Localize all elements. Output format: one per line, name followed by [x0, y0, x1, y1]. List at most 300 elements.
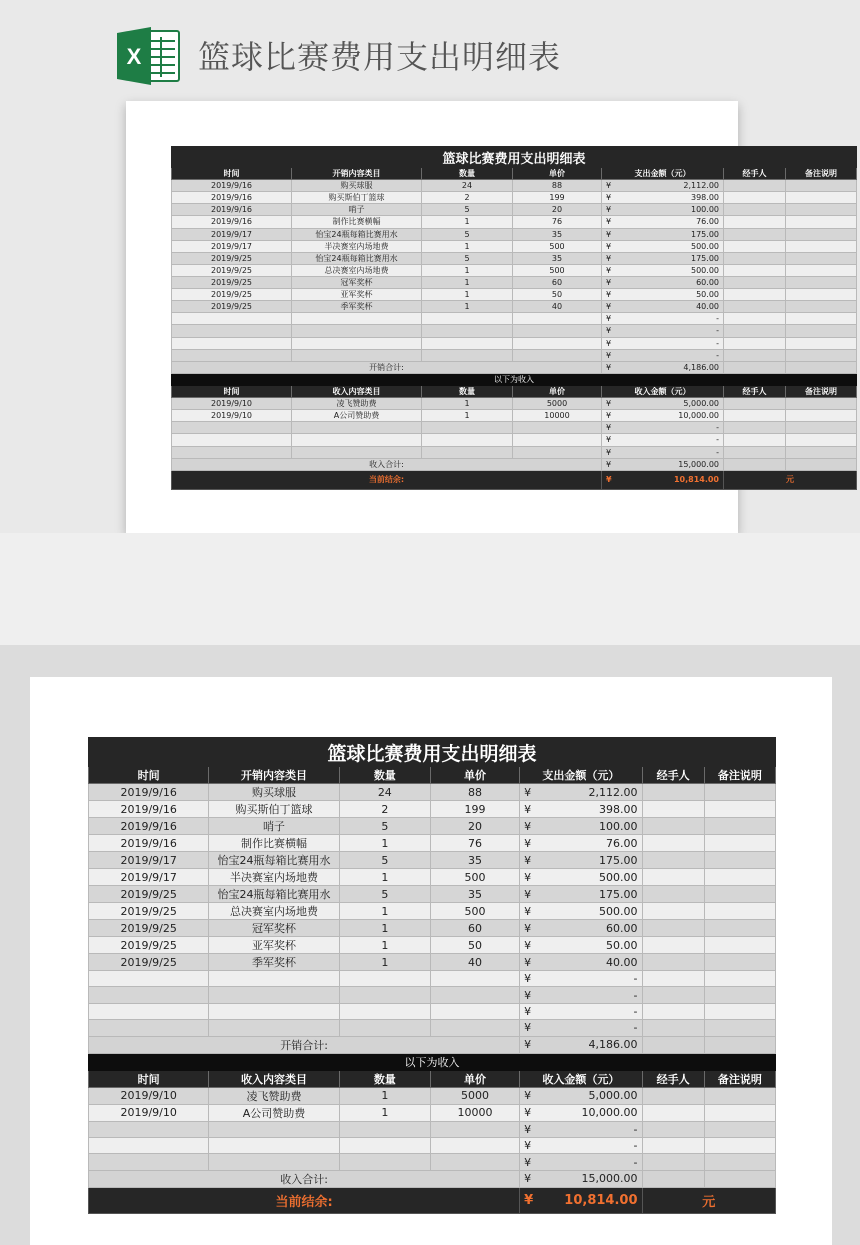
item-cell[interactable]: 亚军奖杯 — [292, 289, 422, 301]
item-cell[interactable] — [292, 349, 422, 361]
date-cell[interactable] — [172, 337, 292, 349]
column-header[interactable]: 经手人 — [642, 1070, 704, 1087]
amount-cell[interactable] — [602, 313, 724, 325]
date-cell[interactable]: 2019/9/16 — [89, 801, 209, 818]
income-section-label[interactable]: 以下为收入 — [89, 1053, 776, 1070]
date-cell[interactable]: 2019/9/25 — [172, 252, 292, 264]
quantity-cell[interactable]: 1 — [422, 398, 513, 410]
amount-cell[interactable] — [520, 852, 642, 869]
amount-cell[interactable] — [520, 1020, 642, 1036]
column-header[interactable]: 数量 — [339, 1070, 430, 1087]
handler-cell[interactable] — [724, 434, 786, 446]
unit-price-cell[interactable] — [513, 422, 602, 434]
quantity-cell[interactable] — [339, 1137, 430, 1153]
remark-cell[interactable] — [704, 954, 775, 971]
date-cell[interactable]: 2019/9/25 — [172, 276, 292, 288]
unit-price-cell[interactable] — [430, 1020, 519, 1036]
unit-price-cell[interactable]: 88 — [430, 784, 519, 801]
date-cell[interactable]: 2019/9/25 — [89, 920, 209, 937]
unit-price-cell[interactable] — [513, 337, 602, 349]
column-header[interactable]: 单价 — [513, 385, 602, 397]
quantity-cell[interactable]: 1 — [339, 835, 430, 852]
date-cell[interactable]: 2019/9/25 — [172, 264, 292, 276]
column-header[interactable]: 备注说明 — [704, 1070, 775, 1087]
quantity-cell[interactable]: 5 — [339, 852, 430, 869]
handler-cell[interactable] — [642, 1104, 704, 1121]
handler-cell[interactable] — [724, 192, 786, 204]
unit-price-cell[interactable]: 76 — [513, 216, 602, 228]
remark-cell[interactable] — [786, 180, 857, 192]
item-cell[interactable]: 冠军奖杯 — [292, 276, 422, 288]
handler-cell[interactable] — [642, 1170, 704, 1187]
handler-cell[interactable] — [724, 301, 786, 313]
item-cell[interactable]: 总决赛室内场地费 — [292, 264, 422, 276]
total-amount[interactable] — [602, 458, 724, 470]
amount-cell[interactable] — [520, 784, 642, 801]
unit-price-cell[interactable] — [430, 971, 519, 987]
unit-price-cell[interactable]: 76 — [430, 835, 519, 852]
column-header[interactable]: 备注说明 — [786, 385, 857, 397]
handler-cell[interactable] — [724, 361, 786, 373]
handler-cell[interactable] — [642, 1121, 704, 1137]
remark-cell[interactable] — [786, 192, 857, 204]
unit-price-cell[interactable]: 60 — [430, 920, 519, 937]
date-cell[interactable] — [172, 349, 292, 361]
amount-cell[interactable] — [520, 987, 642, 1003]
column-header[interactable]: 经手人 — [724, 385, 786, 397]
handler-cell[interactable] — [724, 337, 786, 349]
date-cell[interactable]: 2019/9/16 — [89, 818, 209, 835]
handler-cell[interactable] — [724, 264, 786, 276]
total-label[interactable]: 收入合计: — [172, 458, 602, 470]
date-cell[interactable]: 2019/9/25 — [172, 289, 292, 301]
date-cell[interactable]: 2019/9/25 — [89, 903, 209, 920]
column-header[interactable]: 时间 — [89, 1070, 209, 1087]
total-amount[interactable] — [520, 1170, 642, 1187]
remark-cell[interactable] — [786, 313, 857, 325]
column-header[interactable]: 收入金额（元） — [520, 1070, 642, 1087]
item-cell[interactable] — [292, 313, 422, 325]
unit-price-cell[interactable]: 88 — [513, 180, 602, 192]
remark-cell[interactable] — [786, 276, 857, 288]
quantity-cell[interactable] — [422, 325, 513, 337]
column-header[interactable]: 数量 — [339, 767, 430, 784]
date-cell[interactable] — [89, 1137, 209, 1153]
remark-cell[interactable] — [704, 1137, 775, 1153]
remark-cell[interactable] — [704, 1154, 775, 1170]
date-cell[interactable]: 2019/9/16 — [172, 180, 292, 192]
unit-price-cell[interactable] — [513, 349, 602, 361]
remark-cell[interactable] — [786, 216, 857, 228]
remark-cell[interactable] — [704, 852, 775, 869]
amount-cell[interactable] — [602, 289, 724, 301]
handler-cell[interactable] — [642, 971, 704, 987]
remark-cell[interactable] — [704, 869, 775, 886]
unit-price-cell[interactable]: 500 — [513, 240, 602, 252]
remark-cell[interactable] — [704, 1121, 775, 1137]
balance-unit[interactable]: 元 — [642, 1187, 776, 1213]
remark-cell[interactable] — [704, 801, 775, 818]
remark-cell[interactable] — [786, 398, 857, 410]
quantity-cell[interactable]: 1 — [422, 264, 513, 276]
column-header[interactable]: 经手人 — [724, 168, 786, 180]
item-cell[interactable] — [209, 1020, 339, 1036]
handler-cell[interactable] — [642, 852, 704, 869]
item-cell[interactable]: 怡宝24瓶每箱比赛用水 — [292, 228, 422, 240]
unit-price-cell[interactable]: 199 — [513, 192, 602, 204]
handler-cell[interactable] — [642, 886, 704, 903]
handler-cell[interactable] — [642, 920, 704, 937]
item-cell[interactable]: 冠军奖杯 — [209, 920, 339, 937]
quantity-cell[interactable]: 2 — [339, 801, 430, 818]
date-cell[interactable] — [89, 1003, 209, 1019]
handler-cell[interactable] — [642, 1003, 704, 1019]
column-header[interactable]: 单价 — [430, 767, 519, 784]
handler-cell[interactable] — [724, 180, 786, 192]
amount-cell[interactable] — [602, 422, 724, 434]
quantity-cell[interactable]: 1 — [339, 1087, 430, 1104]
date-cell[interactable]: 2019/9/16 — [89, 835, 209, 852]
remark-cell[interactable] — [786, 458, 857, 470]
quantity-cell[interactable] — [339, 1121, 430, 1137]
amount-cell[interactable] — [520, 869, 642, 886]
remark-cell[interactable] — [786, 349, 857, 361]
unit-price-cell[interactable]: 500 — [513, 264, 602, 276]
unit-price-cell[interactable]: 10000 — [513, 410, 602, 422]
date-cell[interactable] — [172, 422, 292, 434]
quantity-cell[interactable]: 1 — [339, 903, 430, 920]
item-cell[interactable]: 购买斯伯丁篮球 — [292, 192, 422, 204]
remark-cell[interactable] — [704, 903, 775, 920]
handler-cell[interactable] — [724, 216, 786, 228]
quantity-cell[interactable]: 1 — [339, 937, 430, 954]
handler-cell[interactable] — [724, 446, 786, 458]
column-header[interactable]: 支出金额（元） — [520, 767, 642, 784]
remark-cell[interactable] — [786, 337, 857, 349]
item-cell[interactable]: 凌飞赞助费 — [209, 1087, 339, 1104]
total-label[interactable]: 开销合计: — [172, 361, 602, 373]
handler-cell[interactable] — [642, 784, 704, 801]
date-cell[interactable]: 2019/9/10 — [172, 398, 292, 410]
amount-cell[interactable] — [602, 337, 724, 349]
handler-cell[interactable] — [642, 869, 704, 886]
balance-amount[interactable] — [520, 1187, 642, 1213]
unit-price-cell[interactable]: 35 — [430, 852, 519, 869]
amount-cell[interactable] — [602, 325, 724, 337]
amount-cell[interactable] — [520, 920, 642, 937]
amount-cell[interactable] — [602, 216, 724, 228]
amount-cell[interactable] — [520, 1104, 642, 1121]
quantity-cell[interactable]: 5 — [422, 204, 513, 216]
unit-price-cell[interactable]: 5000 — [513, 398, 602, 410]
unit-price-cell[interactable]: 50 — [430, 937, 519, 954]
item-cell[interactable]: A公司赞助费 — [209, 1104, 339, 1121]
amount-cell[interactable] — [520, 886, 642, 903]
unit-price-cell[interactable] — [430, 1003, 519, 1019]
item-cell[interactable] — [209, 987, 339, 1003]
balance-amount[interactable] — [602, 470, 724, 489]
quantity-cell[interactable]: 24 — [422, 180, 513, 192]
date-cell[interactable]: 2019/9/16 — [172, 216, 292, 228]
date-cell[interactable]: 2019/9/17 — [89, 869, 209, 886]
handler-cell[interactable] — [724, 313, 786, 325]
handler-cell[interactable] — [642, 1020, 704, 1036]
item-cell[interactable]: 购买球服 — [209, 784, 339, 801]
amount-cell[interactable] — [602, 228, 724, 240]
column-header[interactable]: 备注说明 — [704, 767, 775, 784]
handler-cell[interactable] — [642, 835, 704, 852]
unit-price-cell[interactable]: 35 — [513, 252, 602, 264]
amount-cell[interactable] — [602, 410, 724, 422]
handler-cell[interactable] — [724, 410, 786, 422]
date-cell[interactable]: 2019/9/25 — [89, 886, 209, 903]
column-header[interactable]: 开销内容类目 — [292, 168, 422, 180]
item-cell[interactable]: 哨子 — [292, 204, 422, 216]
column-header[interactable]: 数量 — [422, 168, 513, 180]
date-cell[interactable]: 2019/9/17 — [89, 852, 209, 869]
date-cell[interactable] — [172, 313, 292, 325]
unit-price-cell[interactable]: 199 — [430, 801, 519, 818]
handler-cell[interactable] — [724, 204, 786, 216]
quantity-cell[interactable]: 1 — [339, 954, 430, 971]
remark-cell[interactable] — [786, 204, 857, 216]
item-cell[interactable]: 季军奖杯 — [292, 301, 422, 313]
item-cell[interactable] — [209, 971, 339, 987]
item-cell[interactable]: 凌飞赞助费 — [292, 398, 422, 410]
unit-price-cell[interactable]: 500 — [430, 903, 519, 920]
item-cell[interactable]: 制作比赛横幅 — [292, 216, 422, 228]
handler-cell[interactable] — [642, 1036, 704, 1053]
remark-cell[interactable] — [704, 1170, 775, 1187]
unit-price-cell[interactable] — [430, 1154, 519, 1170]
column-header[interactable]: 经手人 — [642, 767, 704, 784]
quantity-cell[interactable] — [339, 987, 430, 1003]
amount-cell[interactable] — [602, 276, 724, 288]
remark-cell[interactable] — [786, 289, 857, 301]
amount-cell[interactable] — [520, 937, 642, 954]
item-cell[interactable]: 季军奖杯 — [209, 954, 339, 971]
amount-cell[interactable] — [602, 398, 724, 410]
amount-cell[interactable] — [520, 801, 642, 818]
handler-cell[interactable] — [642, 818, 704, 835]
amount-cell[interactable] — [520, 1087, 642, 1104]
remark-cell[interactable] — [704, 920, 775, 937]
income-section-label[interactable]: 以下为收入 — [172, 373, 857, 385]
handler-cell[interactable] — [642, 1137, 704, 1153]
remark-cell[interactable] — [786, 434, 857, 446]
date-cell[interactable] — [172, 434, 292, 446]
item-cell[interactable] — [292, 446, 422, 458]
date-cell[interactable]: 2019/9/25 — [89, 937, 209, 954]
quantity-cell[interactable]: 1 — [422, 216, 513, 228]
unit-price-cell[interactable] — [513, 325, 602, 337]
item-cell[interactable] — [209, 1137, 339, 1153]
handler-cell[interactable] — [642, 954, 704, 971]
remark-cell[interactable] — [786, 264, 857, 276]
quantity-cell[interactable]: 5 — [422, 228, 513, 240]
amount-cell[interactable] — [520, 1137, 642, 1153]
handler-cell[interactable] — [724, 276, 786, 288]
column-header[interactable]: 收入金额（元） — [602, 385, 724, 397]
column-header[interactable]: 备注说明 — [786, 168, 857, 180]
item-cell[interactable]: 总决赛室内场地费 — [209, 903, 339, 920]
unit-price-cell[interactable] — [430, 1137, 519, 1153]
quantity-cell[interactable]: 1 — [339, 1104, 430, 1121]
item-cell[interactable]: 怡宝24瓶每箱比赛用水 — [292, 252, 422, 264]
handler-cell[interactable] — [642, 937, 704, 954]
handler-cell[interactable] — [724, 289, 786, 301]
item-cell[interactable] — [292, 422, 422, 434]
date-cell[interactable] — [89, 1020, 209, 1036]
balance-label[interactable]: 当前结余: — [89, 1187, 520, 1213]
remark-cell[interactable] — [786, 228, 857, 240]
quantity-cell[interactable] — [339, 971, 430, 987]
item-cell[interactable]: 半决赛室内场地费 — [209, 869, 339, 886]
quantity-cell[interactable] — [422, 313, 513, 325]
handler-cell[interactable] — [724, 240, 786, 252]
balance-label[interactable]: 当前结余: — [172, 470, 602, 489]
remark-cell[interactable] — [704, 1087, 775, 1104]
remark-cell[interactable] — [704, 1036, 775, 1053]
column-header[interactable]: 单价 — [513, 168, 602, 180]
quantity-cell[interactable] — [339, 1020, 430, 1036]
quantity-cell[interactable]: 2 — [422, 192, 513, 204]
column-header[interactable]: 支出金额（元） — [602, 168, 724, 180]
unit-price-cell[interactable]: 20 — [430, 818, 519, 835]
amount-cell[interactable] — [520, 954, 642, 971]
remark-cell[interactable] — [786, 446, 857, 458]
amount-cell[interactable] — [520, 903, 642, 920]
column-header[interactable]: 开销内容类目 — [209, 767, 339, 784]
remark-cell[interactable] — [704, 1104, 775, 1121]
item-cell[interactable] — [209, 1154, 339, 1170]
unit-price-cell[interactable]: 500 — [430, 869, 519, 886]
remark-cell[interactable] — [786, 301, 857, 313]
amount-cell[interactable] — [520, 1121, 642, 1137]
column-header[interactable]: 时间 — [172, 385, 292, 397]
item-cell[interactable]: 哨子 — [209, 818, 339, 835]
handler-cell[interactable] — [642, 801, 704, 818]
item-cell[interactable]: 怡宝24瓶每箱比赛用水 — [209, 886, 339, 903]
date-cell[interactable] — [89, 987, 209, 1003]
remark-cell[interactable] — [704, 1020, 775, 1036]
remark-cell[interactable] — [704, 1003, 775, 1019]
item-cell[interactable]: 亚军奖杯 — [209, 937, 339, 954]
amount-cell[interactable] — [602, 240, 724, 252]
quantity-cell[interactable]: 5 — [422, 252, 513, 264]
unit-price-cell[interactable]: 35 — [513, 228, 602, 240]
amount-cell[interactable] — [602, 349, 724, 361]
item-cell[interactable]: 半决赛室内场地费 — [292, 240, 422, 252]
amount-cell[interactable] — [602, 204, 724, 216]
total-amount[interactable] — [602, 361, 724, 373]
date-cell[interactable]: 2019/9/16 — [172, 192, 292, 204]
handler-cell[interactable] — [724, 228, 786, 240]
unit-price-cell[interactable] — [513, 313, 602, 325]
amount-cell[interactable] — [602, 252, 724, 264]
date-cell[interactable] — [89, 1121, 209, 1137]
quantity-cell[interactable]: 1 — [422, 289, 513, 301]
handler-cell[interactable] — [642, 1154, 704, 1170]
date-cell[interactable] — [89, 971, 209, 987]
quantity-cell[interactable] — [422, 349, 513, 361]
unit-price-cell[interactable]: 40 — [513, 301, 602, 313]
quantity-cell[interactable] — [339, 1003, 430, 1019]
quantity-cell[interactable]: 5 — [339, 818, 430, 835]
total-label[interactable]: 开销合计: — [89, 1036, 520, 1053]
item-cell[interactable] — [292, 337, 422, 349]
quantity-cell[interactable]: 1 — [422, 301, 513, 313]
column-header[interactable]: 单价 — [430, 1070, 519, 1087]
sheet-title[interactable]: 篮球比赛费用支出明细表 — [172, 147, 857, 168]
unit-price-cell[interactable]: 50 — [513, 289, 602, 301]
amount-cell[interactable] — [602, 180, 724, 192]
quantity-cell[interactable]: 1 — [339, 869, 430, 886]
date-cell[interactable] — [172, 325, 292, 337]
amount-cell[interactable] — [602, 264, 724, 276]
handler-cell[interactable] — [642, 987, 704, 1003]
handler-cell[interactable] — [724, 252, 786, 264]
remark-cell[interactable] — [786, 325, 857, 337]
item-cell[interactable]: A公司赞助费 — [292, 410, 422, 422]
quantity-cell[interactable]: 1 — [422, 410, 513, 422]
quantity-cell[interactable] — [422, 422, 513, 434]
date-cell[interactable]: 2019/9/10 — [89, 1087, 209, 1104]
handler-cell[interactable] — [724, 398, 786, 410]
column-header[interactable]: 时间 — [172, 168, 292, 180]
amount-cell[interactable] — [520, 971, 642, 987]
amount-cell[interactable] — [520, 818, 642, 835]
unit-price-cell[interactable]: 10000 — [430, 1104, 519, 1121]
date-cell[interactable]: 2019/9/25 — [172, 301, 292, 313]
remark-cell[interactable] — [786, 422, 857, 434]
date-cell[interactable]: 2019/9/10 — [172, 410, 292, 422]
item-cell[interactable]: 怡宝24瓶每箱比赛用水 — [209, 852, 339, 869]
handler-cell[interactable] — [724, 458, 786, 470]
quantity-cell[interactable]: 1 — [422, 240, 513, 252]
column-header[interactable]: 时间 — [89, 767, 209, 784]
unit-price-cell[interactable]: 20 — [513, 204, 602, 216]
unit-price-cell[interactable] — [513, 446, 602, 458]
unit-price-cell[interactable]: 35 — [430, 886, 519, 903]
total-label[interactable]: 收入合计: — [89, 1170, 520, 1187]
handler-cell[interactable] — [724, 422, 786, 434]
unit-price-cell[interactable]: 40 — [430, 954, 519, 971]
remark-cell[interactable] — [704, 971, 775, 987]
item-cell[interactable]: 购买斯伯丁篮球 — [209, 801, 339, 818]
amount-cell[interactable] — [520, 1154, 642, 1170]
remark-cell[interactable] — [786, 252, 857, 264]
quantity-cell[interactable]: 1 — [422, 276, 513, 288]
date-cell[interactable] — [172, 446, 292, 458]
unit-price-cell[interactable] — [513, 434, 602, 446]
handler-cell[interactable] — [724, 325, 786, 337]
amount-cell[interactable] — [520, 1003, 642, 1019]
handler-cell[interactable] — [642, 1087, 704, 1104]
date-cell[interactable]: 2019/9/25 — [89, 954, 209, 971]
amount-cell[interactable] — [602, 192, 724, 204]
item-cell[interactable] — [209, 1003, 339, 1019]
quantity-cell[interactable]: 24 — [339, 784, 430, 801]
quantity-cell[interactable] — [422, 337, 513, 349]
date-cell[interactable]: 2019/9/10 — [89, 1104, 209, 1121]
unit-price-cell[interactable]: 60 — [513, 276, 602, 288]
column-header[interactable]: 收入内容类目 — [209, 1070, 339, 1087]
remark-cell[interactable] — [704, 818, 775, 835]
remark-cell[interactable] — [704, 987, 775, 1003]
date-cell[interactable] — [89, 1154, 209, 1170]
quantity-cell[interactable] — [422, 434, 513, 446]
